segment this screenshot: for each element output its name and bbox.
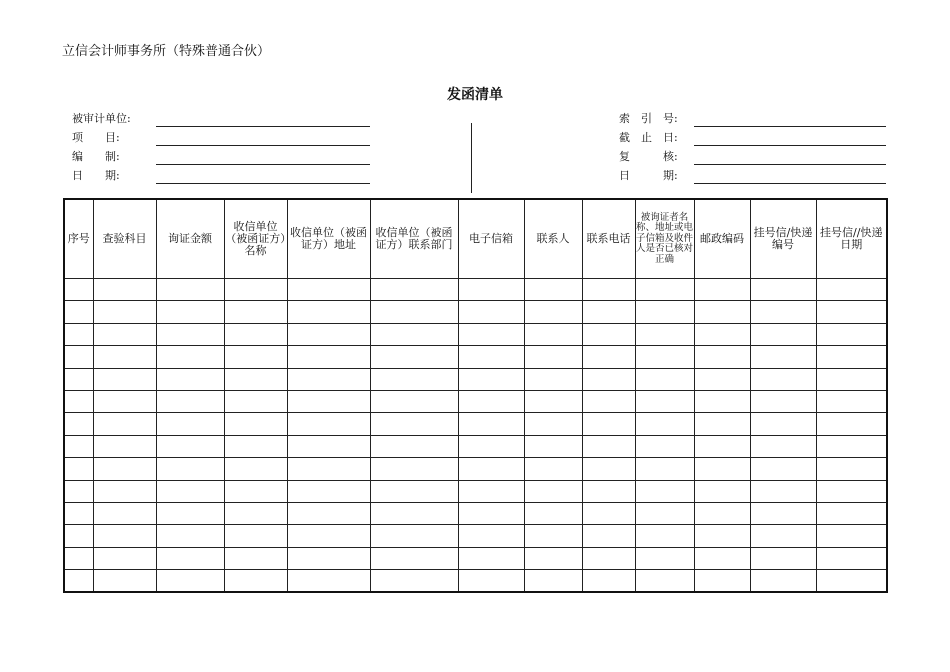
table-cell[interactable] [93,480,156,502]
table-cell[interactable] [224,346,287,368]
table-cell[interactable] [458,413,524,435]
table-cell[interactable] [64,279,93,301]
table-cell[interactable] [816,323,887,345]
table-cell[interactable] [524,279,582,301]
field-audited-entity[interactable] [72,111,370,127]
table-cell[interactable] [64,390,93,412]
table-cell[interactable] [224,301,287,323]
col-header-recipient-address: 收信单位（被函证方）地址 [287,199,370,279]
table-cell[interactable] [156,279,224,301]
table-cell[interactable] [750,301,816,323]
table-cell[interactable] [694,390,750,412]
fill-line [694,145,886,146]
table-row [64,480,887,502]
table-cell[interactable] [582,346,635,368]
table-cell[interactable] [635,458,694,480]
table-cell[interactable] [370,570,458,593]
table-cell[interactable] [750,570,816,593]
table-cell[interactable] [64,525,93,547]
table-cell[interactable] [635,547,694,569]
table-cell[interactable] [816,458,887,480]
col-header-tracking-number: 挂号信/快递编号 [750,199,816,279]
field-index-number[interactable] [619,111,886,127]
table-cell[interactable] [224,413,287,435]
table-cell[interactable] [370,502,458,524]
table-cell[interactable] [64,480,93,502]
table-cell[interactable] [635,480,694,502]
table-cell[interactable] [582,390,635,412]
table-cell[interactable] [582,480,635,502]
table-cell[interactable] [635,435,694,457]
table-cell[interactable] [458,525,524,547]
table-cell[interactable] [93,502,156,524]
table-body [64,279,887,593]
table-cell[interactable] [816,346,887,368]
table-cell[interactable] [816,413,887,435]
table-cell[interactable] [156,502,224,524]
table-cell[interactable] [93,547,156,569]
table-cell[interactable] [816,525,887,547]
table-cell[interactable] [635,346,694,368]
table-cell[interactable] [370,279,458,301]
fill-line [694,183,886,184]
table-cell[interactable] [156,525,224,547]
table-cell[interactable] [458,368,524,390]
table-cell[interactable] [816,502,887,524]
table-cell[interactable] [694,435,750,457]
table-cell[interactable] [370,323,458,345]
table-cell[interactable] [694,279,750,301]
table-cell[interactable] [816,435,887,457]
table-cell[interactable] [750,323,816,345]
table-cell[interactable] [458,346,524,368]
table-cell[interactable] [458,502,524,524]
table-cell[interactable] [524,368,582,390]
fill-line [156,145,370,146]
table-cell[interactable] [635,301,694,323]
table-cell[interactable] [156,390,224,412]
table-cell[interactable] [64,570,93,593]
table-cell[interactable] [524,525,582,547]
table-header-row [64,199,887,279]
table-cell[interactable] [694,458,750,480]
table-cell[interactable] [370,480,458,502]
table-cell[interactable] [816,279,887,301]
table-cell[interactable] [750,525,816,547]
table-row [64,368,887,390]
table-cell[interactable] [287,547,370,569]
field-date-right[interactable] [619,168,886,184]
table-cell[interactable] [694,547,750,569]
table-cell[interactable] [287,525,370,547]
field-label: 复 核: [619,150,678,163]
field-label: 编 制: [72,150,120,163]
fill-line [156,183,370,184]
table-cell[interactable] [93,301,156,323]
fill-line [156,164,370,165]
table-cell[interactable] [93,368,156,390]
table-cell[interactable] [156,435,224,457]
table-cell[interactable] [582,301,635,323]
table-cell[interactable] [750,480,816,502]
table-cell[interactable] [64,435,93,457]
table-cell[interactable] [156,301,224,323]
firm-name: 立信会计师事务所（特殊普通合伙） [62,44,271,59]
table-cell[interactable] [370,346,458,368]
table-cell[interactable] [694,570,750,593]
table-cell[interactable] [287,279,370,301]
col-header-email: 电子信箱 [458,199,524,279]
col-header-recipient-department: 收信单位（被函证方）联系部门 [370,199,458,279]
col-header-verified: 被询证者名称、地址或电子信箱及收件人是否已核对正确 [635,199,694,279]
table-cell[interactable] [93,413,156,435]
table-cell[interactable] [224,570,287,593]
table-cell[interactable] [224,323,287,345]
table-cell[interactable] [64,458,93,480]
table-cell[interactable] [750,346,816,368]
table-cell[interactable] [635,368,694,390]
field-project[interactable] [72,130,370,146]
table-cell[interactable] [524,547,582,569]
table-cell[interactable] [458,301,524,323]
table-cell[interactable] [287,413,370,435]
fill-line [156,126,370,127]
table-cell[interactable] [287,301,370,323]
table-row [64,346,887,368]
table-cell[interactable] [524,323,582,345]
fill-line [694,126,886,127]
table-cell[interactable] [93,435,156,457]
table-cell[interactable] [156,368,224,390]
table-cell[interactable] [156,413,224,435]
table-cell[interactable] [750,435,816,457]
table-cell[interactable] [458,480,524,502]
table-cell[interactable] [64,346,93,368]
table-cell[interactable] [64,301,93,323]
table-cell[interactable] [370,458,458,480]
table-cell[interactable] [816,368,887,390]
table-row [64,525,887,547]
table-cell[interactable] [582,279,635,301]
table-cell[interactable] [635,390,694,412]
table-cell[interactable] [582,525,635,547]
table-cell[interactable] [287,458,370,480]
col-header-account: 查验科目 [93,199,156,279]
table-cell[interactable] [816,570,887,593]
fill-line [694,164,886,165]
table-cell[interactable] [458,435,524,457]
table-cell[interactable] [156,346,224,368]
table-cell[interactable] [635,279,694,301]
table-cell[interactable] [93,323,156,345]
table-row [64,390,887,412]
table-cell[interactable] [458,390,524,412]
table-cell[interactable] [156,547,224,569]
table-cell[interactable] [156,458,224,480]
table-cell[interactable] [287,570,370,593]
table-cell[interactable] [93,279,156,301]
table-cell[interactable] [93,570,156,593]
table-cell[interactable] [694,413,750,435]
col-header-postcode: 邮政编码 [694,199,750,279]
table-cell[interactable] [582,368,635,390]
table-cell[interactable] [524,301,582,323]
table-cell[interactable] [370,525,458,547]
table-cell[interactable] [64,413,93,435]
table-row [64,547,887,569]
table-cell[interactable] [750,502,816,524]
table-cell[interactable] [287,368,370,390]
table-cell[interactable] [287,346,370,368]
col-header-tracking-date: 挂号信//快递日期 [816,199,887,279]
table-cell[interactable] [524,458,582,480]
table-cell[interactable] [458,570,524,593]
col-header-phone: 联系电话 [582,199,635,279]
table-cell[interactable] [156,480,224,502]
table-cell[interactable] [524,480,582,502]
table-row [64,323,887,345]
table-cell[interactable] [93,458,156,480]
table-cell[interactable] [750,390,816,412]
table-cell[interactable] [582,570,635,593]
table-cell[interactable] [524,390,582,412]
table-cell[interactable] [224,480,287,502]
table-cell[interactable] [816,547,887,569]
table-cell[interactable] [224,435,287,457]
table-cell[interactable] [156,323,224,345]
field-label: 日 期: [72,169,120,182]
table-row [64,570,887,593]
table-cell[interactable] [582,547,635,569]
table-cell[interactable] [694,525,750,547]
table-cell[interactable] [635,525,694,547]
table-cell[interactable] [750,547,816,569]
table-cell[interactable] [224,547,287,569]
table-cell[interactable] [816,480,887,502]
header-divider [471,123,472,193]
table-cell[interactable] [582,323,635,345]
table-cell[interactable] [224,525,287,547]
table-cell[interactable] [156,570,224,593]
table-row [64,279,887,301]
table-cell[interactable] [64,368,93,390]
table-row [64,301,887,323]
confirmation-list-table [63,198,888,593]
table-cell[interactable] [224,368,287,390]
col-header-contact: 联系人 [524,199,582,279]
table-row [64,435,887,457]
table-cell[interactable] [93,525,156,547]
table-cell[interactable] [524,570,582,593]
table-cell[interactable] [694,301,750,323]
page-title: 发函清单 [447,87,503,103]
table-cell[interactable] [582,458,635,480]
field-reviewed-by[interactable] [619,149,886,165]
table-cell[interactable] [287,435,370,457]
table-row [64,458,887,480]
table-cell[interactable] [370,390,458,412]
table-cell[interactable] [224,502,287,524]
table-cell[interactable] [694,323,750,345]
table-cell[interactable] [524,502,582,524]
field-label: 日 期: [619,169,678,182]
table-cell[interactable] [458,547,524,569]
table-cell[interactable] [93,390,156,412]
table-cell[interactable] [524,413,582,435]
table-cell[interactable] [582,502,635,524]
table-cell[interactable] [582,435,635,457]
field-cutoff-date[interactable] [619,130,886,146]
col-header-recipient-name: 收信单位（被函证方）名称 [224,199,287,279]
field-prepared-by[interactable] [72,149,370,165]
table-cell[interactable] [64,547,93,569]
table-cell[interactable] [750,413,816,435]
table-cell[interactable] [370,547,458,569]
table-cell[interactable] [582,413,635,435]
table-cell[interactable] [458,458,524,480]
table-cell[interactable] [370,435,458,457]
table-cell[interactable] [224,390,287,412]
table-cell[interactable] [458,323,524,345]
field-label: 被审计单位: [72,112,131,125]
table-cell[interactable] [524,435,582,457]
table-cell[interactable] [635,502,694,524]
table-cell[interactable] [635,570,694,593]
table-cell[interactable] [287,390,370,412]
table-cell[interactable] [816,390,887,412]
col-header-serial: 序号 [64,199,93,279]
field-label: 索 引 号: [619,112,678,125]
table-row [64,413,887,435]
table-cell[interactable] [370,301,458,323]
table-cell[interactable] [224,458,287,480]
table-cell[interactable] [370,413,458,435]
table-cell[interactable] [750,458,816,480]
table-cell[interactable] [287,480,370,502]
table-cell[interactable] [635,323,694,345]
table-cell[interactable] [93,346,156,368]
field-date-left[interactable] [72,168,370,184]
table-cell[interactable] [370,368,458,390]
table-cell[interactable] [287,502,370,524]
table-cell[interactable] [458,279,524,301]
table-cell[interactable] [750,279,816,301]
table-cell[interactable] [750,368,816,390]
table-row [64,502,887,524]
table-cell[interactable] [694,502,750,524]
table-cell[interactable] [694,480,750,502]
field-label: 项 目: [72,131,120,144]
field-label: 截 止 日: [619,131,678,144]
table-cell[interactable] [694,368,750,390]
table-cell[interactable] [287,323,370,345]
table-cell[interactable] [64,323,93,345]
table-cell[interactable] [694,346,750,368]
table-cell[interactable] [635,413,694,435]
table-cell[interactable] [224,279,287,301]
table-cell[interactable] [524,346,582,368]
table-cell[interactable] [64,502,93,524]
col-header-amount: 询证金额 [156,199,224,279]
table-cell[interactable] [816,301,887,323]
